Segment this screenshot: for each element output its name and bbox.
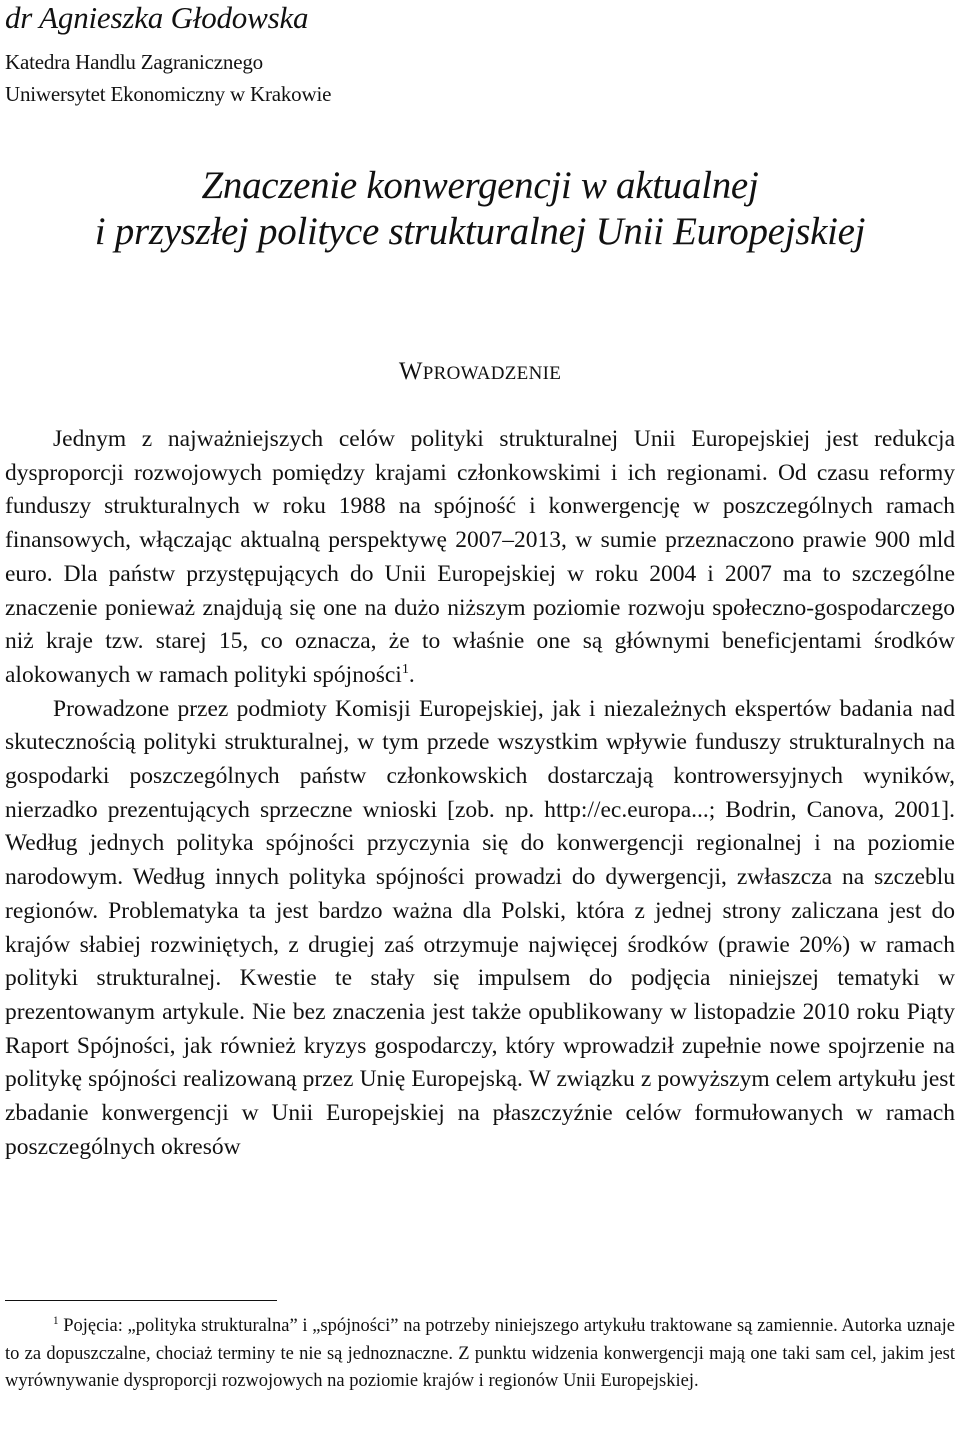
paragraph-1 xyxy=(5,423,955,693)
section-heading xyxy=(5,357,955,389)
footnote xyxy=(5,1313,955,1396)
affiliation-university: Uniwersytet Ekonomiczny w Krakowie xyxy=(5,82,332,106)
body-text xyxy=(5,423,955,1164)
paragraph-2: Prowadzone przez podmioty Komisji Europejskiej, jak i niezależnych ekspertów badania nad skutecznością polityki strukturalnej, w tym przede wszystkim wpływie funduszy strukturalnych na gospodarki poszczególnych państw członkowskich dostarczają kontrowersyjnych wyników, nierzadko prezentujących sprzeczne wnioski [zob. np. http://ec.europa...; Bodrin, Canova, 2001]. Według jednych polityka spójności przyczynia się do konwergencji regionalnej i na poziomie narodowym. Według innych polityka spójności prowadzi do dywergencji, zwłaszcza na szczeblu regionów. Problematyka ta jest bardzo ważna dla Polski, która z jednej strony zaliczana jest do krajów słabiej rozwiniętych, z drugiej zaś otrzymuje najwięcej środków (prawie 20%) w ramach polityki strukturalnej. Kwestie te stały się impulsem do podjęcia niniejszej tematyki w prezentowanym artykule. Nie bez znaczenia jest także opublikowany w listopadzie 2010 roku Piąty Raport Spójności, jak również kryzys gospodarczy, który wprowadził zupełnie nowe spojrzenie na politykę spójności realizowaną przez Unię Europejską. W związku z powyższym celem artykułu jest zbadanie konwergencji w Unii Europejskiej na płaszczyźnie celów formułowanych w ramach poszczególnych okresów xyxy=(5,695,955,1160)
section-heading-initial: W xyxy=(398,358,423,385)
footnote-reference: 1 xyxy=(401,661,409,678)
footnote-divider xyxy=(5,1300,277,1301)
author-name: dr Agnieszka Głodowska xyxy=(5,0,309,35)
paragraph-1-end: . xyxy=(408,661,415,688)
footnote-marker: 1 xyxy=(53,1314,59,1327)
footnote-text: Pojęcia: „polityka strukturalna” i „spójności” na potrzeby niniejszego artykułu traktowane są zamiennie. Autorka uznaje to za dopuszczalne, chociaż terminy te nie są jednoznaczne. Z punktu widzenia konwergencji mają one taki sam cel, jakim jest wyrównywanie dysproporcji rozwojowych na poziomie krajów i regionów Unii Europejskiej. xyxy=(5,1316,955,1391)
paper-title-line-1: Znaczenie konwergencji w aktualnej xyxy=(201,164,759,207)
affiliation-department: Katedra Handlu Zagranicznego xyxy=(5,50,263,74)
paragraph-1-text: Jednym z najważniejszych celów polityki strukturalnej Unii Europejskiej jest redukcja dysproporcji rozwojowych pomiędzy krajami członkowskimi i ich regionami. Od czasu reformy funduszy strukturalnych w roku 1988 na spójność i konwergencję w poszczególnych ramach finansowych, włączając aktualną perspektywę 2007–2013, w sumie przeznaczono prawie 900 mld euro. Dla państw przystępujących do Unii Europejskiej w roku 2004 i 2007 ma to szczególne znaczenie ponieważ znajdują się one na dużo niższym poziomie rozwoju społeczno-gospodarczego niż kraje tzw. starej 15, co oznacza, że to właśnie one są głównymi beneficjentami środków alokowanych w ramach polityki spójności xyxy=(5,426,955,688)
section-heading-rest: PROWADZENIE xyxy=(422,363,562,384)
paper-title xyxy=(5,163,955,255)
paper-title-line-2: i przyszłej polityce strukturalnej Unii Europejskiej xyxy=(94,210,866,253)
